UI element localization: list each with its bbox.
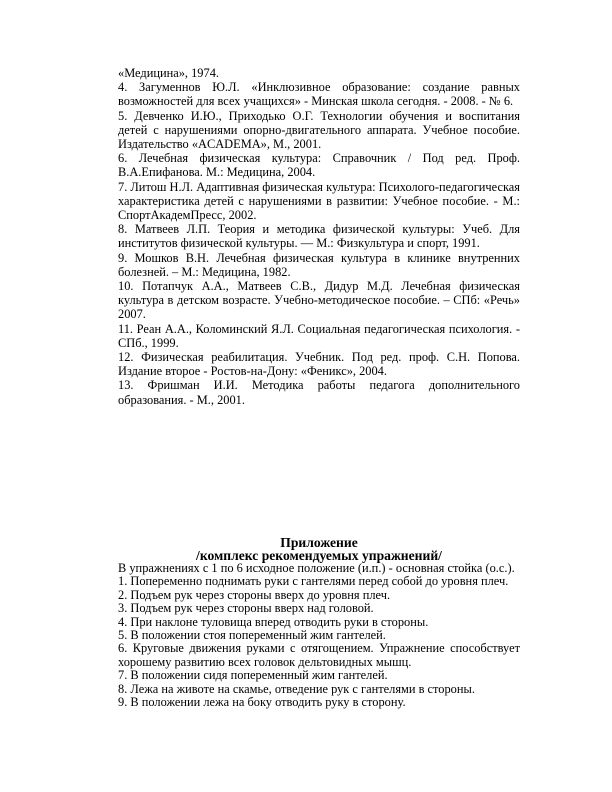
reference-item: «Медицина», 1974. <box>118 66 219 80</box>
exercise-item: 7. В положении сидя попеременный жим гантелей. <box>118 668 388 683</box>
reference-item: 5. Девченко И.Ю., Приходько О.Г. Технологии обучения и воспитания детей с нарушениями опорно-двигательного аппарата. Учебное пособие. Издательство «ACADEMA», М., 2001. <box>118 108 520 152</box>
exercise-item: 8. Лежа на животе на скамье, отведение рук с гантелями в стороны. <box>118 681 475 696</box>
exercise-list <box>118 562 520 709</box>
reference-item: 11. Реан А.А., Коломинский Я.Л. Социальная педагогическая психология. - СПб., 1999. <box>118 321 520 350</box>
reference-item: 10. Потапчук А.А., Матвеев С.В., Дидур М.Д. Лечебная физическая культура в детском возрасте. Учебно-методическое пособие. – СПб: «Речь» 2007. <box>118 279 520 322</box>
exercise-item: 2. Подъем рук через стороны вверх до уровня плеч. <box>118 587 391 602</box>
exercise-item: 9. В положении лежа на боку отводить руку в сторону. <box>118 695 406 710</box>
exercise-item: 3. Подъем рук через стороны вверх над головой. <box>118 601 374 616</box>
exercise-item: 5. В положении стоя попеременный жим гантелей. <box>118 628 386 643</box>
exercise-item: 6. Круговые движения руками с отягощением. Упражнение способствует хорошему развитию всех головок дельтовидных мышц. <box>118 641 520 669</box>
reference-item: 4. Загуменнов Ю.Л. «Инклюзивное образование: создание равных возможностей для всех учащихся» - Минская школа сегодня. - 2008. - № 6. <box>118 80 520 109</box>
reference-item: 12. Физическая реабилитация. Учебник. Под ред. проф. С.Н. Попова. Издание второе - Ростов-на-Дону: «Феникс», 2004. <box>118 350 520 379</box>
reference-item: 6. Лечебная физическая культура: Справочник / Под ред. Проф. В.А.Епифанова. М.: Медицина, 2004. <box>118 151 520 180</box>
exercise-item: 1. Попеременно поднимать руки с гантелями перед собой до уровня плеч. <box>118 574 509 589</box>
reference-item: 13. Фришман И.И. Методика работы педагога дополнительного образования. - М., 2001. <box>118 378 520 407</box>
exercise-item: 4. При наклоне туловища вперед отводить руки в стороны. <box>118 614 429 629</box>
reference-item: 9. Мошков В.Н. Лечебная физическая культура в клинике внутренних болезней. – М.: Медицина, 1982. <box>118 250 520 279</box>
reference-item: 8. Матвеев Л.П. Теория и методика физической культуры: Учеб. Для институтов физической культуры. — М.: Физкультура и спорт, 1991. <box>118 222 520 251</box>
appendix-title: Приложение <box>280 535 358 550</box>
exercise-intro: В упражнениях с 1 по 6 исходное положение (и.п.) - основная стойка (о.с.). <box>118 561 515 575</box>
reference-item: 7. Литош Н.Л. Адаптивная физическая культура: Психолого-педагогическая характеристика детей с нарушениями в развитии: Учебное пособие. - М.: СпортАкадемПресс, 2002. <box>118 179 520 223</box>
appendix-heading <box>118 536 520 562</box>
references-list <box>118 66 520 407</box>
appendix-subtitle: /комплекс рекомендуемых упражнений/ <box>196 548 442 563</box>
